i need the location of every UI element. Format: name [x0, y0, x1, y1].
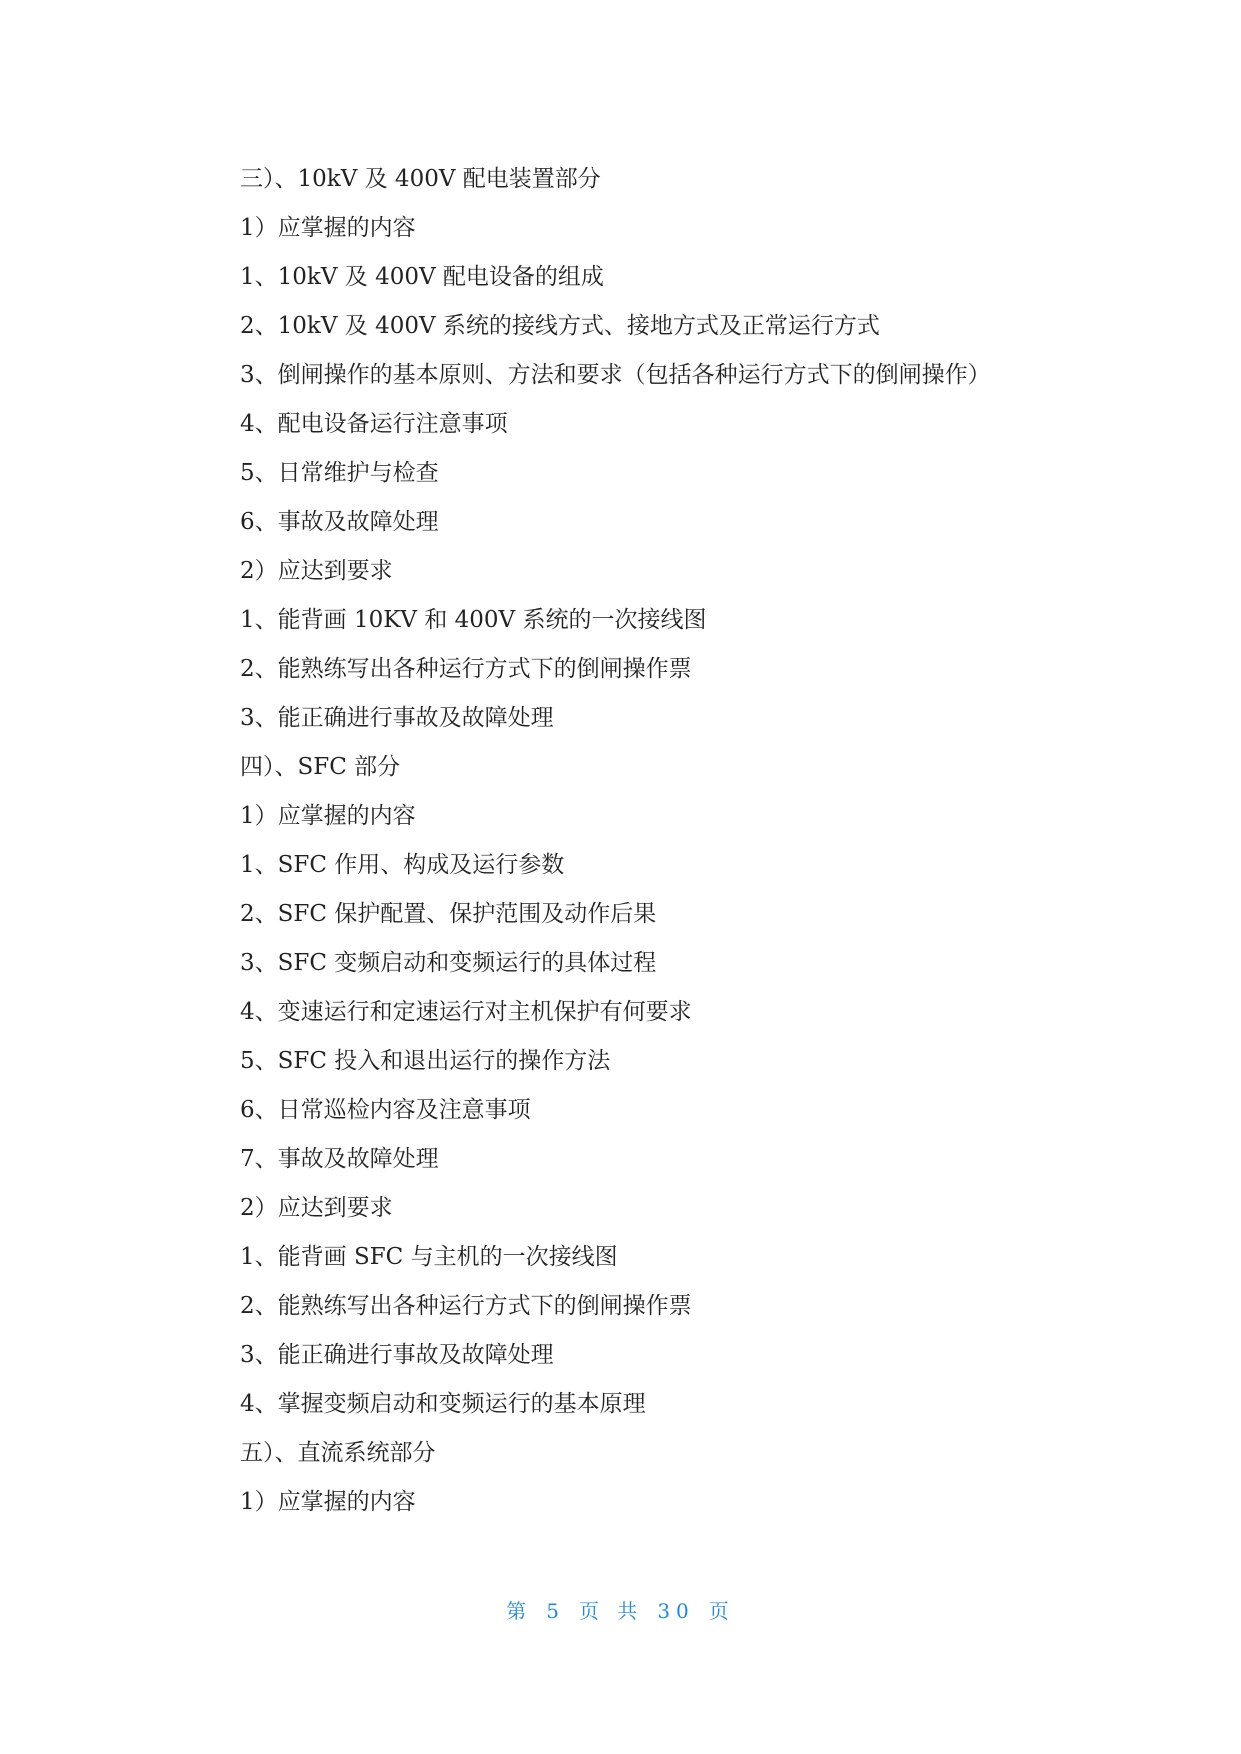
section-heading: 五）、直流系统部分	[240, 1440, 436, 1466]
list-item: 3、SFC 变频启动和变频运行的具体过程	[240, 950, 657, 976]
list-item: 6、事故及故障处理	[240, 509, 439, 535]
subsection-heading: 2）应达到要求	[240, 1195, 393, 1221]
list-item: 4、掌握变频启动和变频运行的基本原理	[240, 1391, 646, 1417]
list-item: 6、日常巡检内容及注意事项	[240, 1097, 531, 1123]
list-item: 3、能正确进行事故及故障处理	[240, 1342, 554, 1368]
total-pages: 30	[657, 1599, 695, 1623]
list-item: 1、能背画 10KV 和 400V 系统的一次接线图	[240, 607, 707, 633]
list-item: 5、日常维护与检查	[240, 460, 439, 486]
section-heading: 三）、10kV 及 400V 配电装置部分	[240, 166, 601, 192]
page-footer	[0, 1595, 1241, 1624]
document-body	[240, 155, 1140, 1527]
list-item: 2、10kV 及 400V 系统的接线方式、接地方式及正常运行方式	[240, 313, 880, 339]
subsection-heading: 2）应达到要求	[240, 558, 393, 584]
list-item: 4、配电设备运行注意事项	[240, 411, 508, 437]
list-item: 2、能熟练写出各种运行方式下的倒闸操作票	[240, 656, 692, 682]
page-number: 5	[546, 1599, 565, 1623]
footer-prefix: 第	[506, 1599, 533, 1623]
section-heading: 四）、SFC 部分	[240, 754, 401, 780]
footer-middle: 页 共	[578, 1599, 644, 1623]
subsection-heading: 1）应掌握的内容	[240, 1489, 416, 1515]
list-item: 1、SFC 作用、构成及运行参数	[240, 852, 565, 878]
list-item: 3、能正确进行事故及故障处理	[240, 705, 554, 731]
subsection-heading: 1）应掌握的内容	[240, 215, 416, 241]
list-item: 3、倒闸操作的基本原则、方法和要求（包括各种运行方式下的倒闸操作）	[240, 362, 991, 388]
list-item: 1、10kV 及 400V 配电设备的组成	[240, 264, 604, 290]
list-item: 1、能背画 SFC 与主机的一次接线图	[240, 1244, 618, 1270]
list-item: 5、SFC 投入和退出运行的操作方法	[240, 1048, 611, 1074]
list-item: 4、变速运行和定速运行对主机保护有何要求	[240, 999, 692, 1025]
footer-suffix: 页	[708, 1599, 735, 1623]
list-item: 7、事故及故障处理	[240, 1146, 439, 1172]
subsection-heading: 1）应掌握的内容	[240, 803, 416, 829]
list-item: 2、SFC 保护配置、保护范围及动作后果	[240, 901, 657, 927]
list-item: 2、能熟练写出各种运行方式下的倒闸操作票	[240, 1293, 692, 1319]
